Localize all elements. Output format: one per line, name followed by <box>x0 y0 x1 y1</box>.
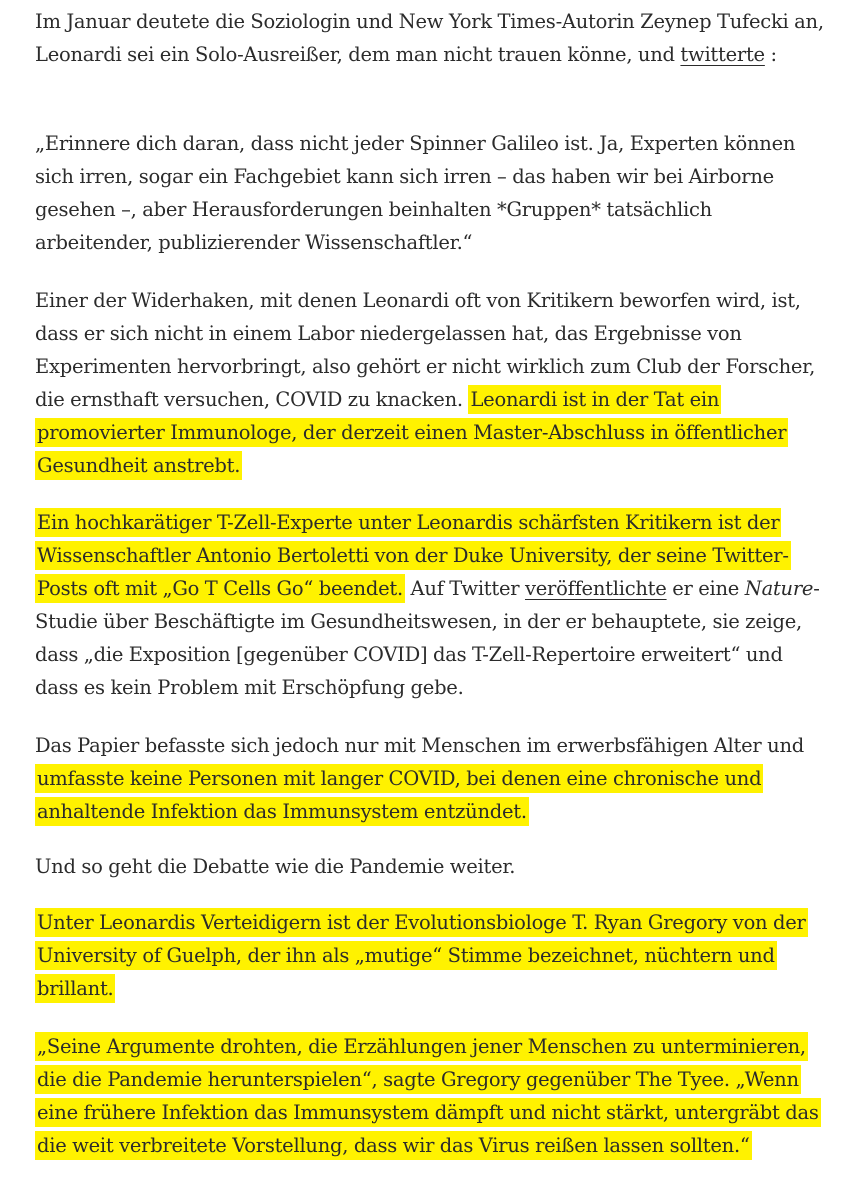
paragraph-3-highlight: Leonardi ist in der Tat ein promovierter Immunologe, der derzeit einen Master-Abschluss in öffentlicher Gesundheit anstrebt. <box>35 385 788 480</box>
paragraph-8-highlight: „Seine Argumente drohten, die Erzählungen jener Menschen zu unterminieren, die die Pandemie herunterspielen“, sagte Gregory gegenüber The Tyee. „Wenn eine frühere Infektion das Immunsystem dämpft und nicht stärkt, untergräbt das die weit verbreitete Vorstellung, dass wir das Virus reißen lassen sollten.“ <box>35 1032 821 1160</box>
nature-journal-name: Nature <box>744 577 814 600</box>
paragraph-1 <box>35 5 825 71</box>
paragraph-3-text: Einer der Widerhaken, mit denen Leonardi oft von Kritikern beworfen wird, ist, dass er sich nicht in einem Labor niedergelassen hat, das Ergebnisse von Experimenten hervorbringt, also gehört er nicht wirklich zum Club der Forscher, die ernsthaft versuchen, COVID zu knacken. <box>35 289 816 411</box>
paragraph-1-tail: : <box>764 43 777 66</box>
paragraph-1-text: Im Januar deutete die Soziologin und New York Times-Autorin Zeynep Tufecki an, Leonardi sei ein Solo-Ausreißer, dem man nicht trauen könne, und <box>35 10 824 66</box>
paragraph-5-text: Das Papier befasste sich jedoch nur mit Menschen im erwerbsfähigen Alter und <box>35 734 804 757</box>
paragraph-4-text-2: er eine <box>666 577 745 600</box>
twitterte-link[interactable]: twitterte <box>680 43 765 66</box>
paragraph-5 <box>35 729 825 828</box>
paragraph-5-highlight: umfasste keine Personen mit langer COVID, bei denen eine chronische und anhaltende Infektion das Immunsystem entzündet. <box>35 764 763 826</box>
paragraph-8 <box>35 1030 825 1162</box>
paragraph-4-text-3: - Studie über Beschäftigte im Gesundheitswesen, in der er behauptete, sie zeige, dass „die Exposition [gegenüber COVID] das T-Zell-Repertoire erweitert“ und dass es kein Problem mit Erschöpfung gebe. <box>35 577 820 699</box>
veroeffentlichte-link[interactable]: veröffentlichte <box>524 577 667 600</box>
paragraph-4-text: Auf Twitter <box>404 577 525 600</box>
paragraph-3 <box>35 284 825 482</box>
paragraph-7 <box>35 906 825 1005</box>
paragraph-4-highlight: Ein hochkarätiger T-Zell-Experte unter Leonardis schärfsten Kritikern ist der Wissenschaftler Antonio Bertoletti von der Duke University, der seine Twitter-Posts oft mit „Go T Cells Go“ beendet. <box>35 508 791 603</box>
paragraph-6: Und so geht die Debatte wie die Pandemie weiter. <box>35 855 516 878</box>
paragraph-4 <box>35 506 825 704</box>
paragraph-2-quote: „Erinnere dich daran, dass nicht jeder Spinner Galileo ist. Ja, Experten können sich irren, sogar ein Fachgebiet kann sich irren – das haben wir bei Airborne gesehen –, aber Herausforderungen beinhalten *Gruppen* tatsächlich arbeitender, publizierender Wissenschaftler.“ <box>35 132 796 254</box>
paragraph-7-highlight: Unter Leonardis Verteidigern ist der Evolutionsbiologe T. Ryan Gregory von der University of Guelph, der ihn als „mutige“ Stimme bezeichnet, nüchtern und brillant. <box>35 908 808 1003</box>
